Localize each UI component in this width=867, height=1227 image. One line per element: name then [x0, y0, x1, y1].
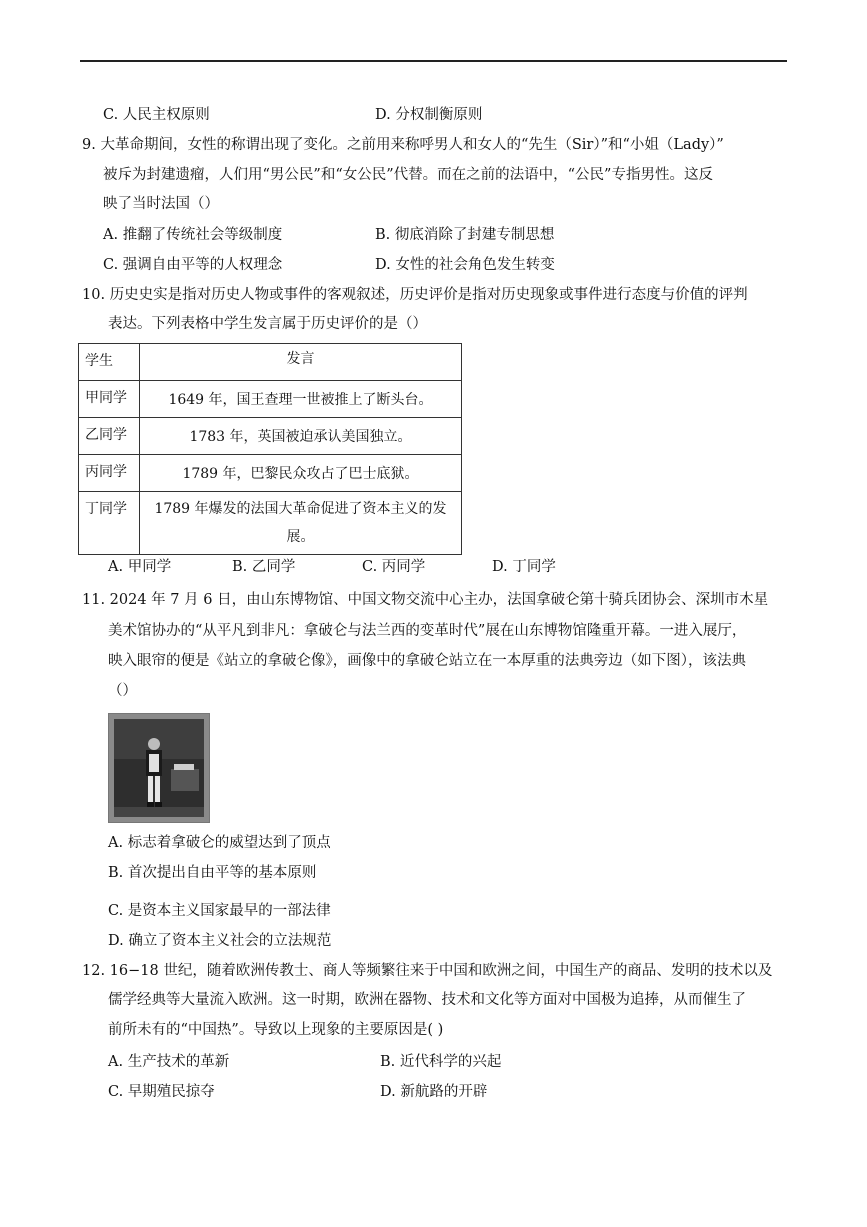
floor	[114, 807, 204, 817]
figure-right-leg	[155, 776, 160, 804]
q12-stem-line-2: 儒学经典等大量流入欧洲。这一时期，欧洲在器物、技术和文化等方面对中国极为追捧，从而催生了	[108, 992, 746, 1008]
q11-stem-line-2: 美术馆协办的“从平凡到非凡：拿破仑与法兰西的变革时代”展在山东博物馆隆重开幕。一进入展厅，	[108, 623, 747, 639]
q8-option-c[interactable]: C. 人民主权原则	[103, 107, 210, 123]
figure-left-leg	[148, 776, 153, 804]
q11-stem-line-1: 11. 2024 年 7 月 6 日，由山东博物馆、中国文物交流中心主办，法国拿破仑第十骑兵团协会、深圳市木星	[82, 592, 769, 608]
q8-option-d[interactable]: D. 分权制衡原则	[375, 107, 483, 123]
q11-option-c[interactable]: C. 是资本主义国家最早的一部法律	[108, 903, 331, 919]
table-cell-speech: 1789 年，巴黎民众攻占了巴士底狱。	[140, 455, 462, 492]
q9-stem-line-2: 被斥为封建遗瘤，人们用“男公民”和“女公民”代替。而在之前的法语中，“公民”专指男性。这反	[103, 167, 713, 183]
q10-option-b[interactable]: B. 乙同学	[232, 559, 296, 575]
table-cell-speech-line-1: 1789 年爆发的法国大革命促进了资本主义的发	[154, 501, 447, 517]
q12-option-a[interactable]: A. 生产技术的革新	[108, 1054, 230, 1070]
table-header-student: 学生	[79, 344, 140, 381]
table-with-code	[171, 769, 199, 791]
header-rule	[80, 60, 787, 62]
q9-stem-line-3: 映了当时法国（）	[103, 196, 219, 212]
q10-stem-line-1: 10. 历史史实是指对历史人物或事件的客观叙述，历史评价是指对历史现象或事件进行态度与价值的评判	[82, 287, 748, 303]
table-row	[79, 492, 462, 555]
table-row	[79, 381, 462, 418]
table-cell-student: 丙同学	[79, 455, 140, 492]
q12-option-c[interactable]: C. 早期殖民掠夺	[108, 1084, 215, 1100]
table-cell-speech: 1649 年，国王查理一世被推上了断头台。	[140, 381, 462, 418]
code-book	[174, 764, 194, 770]
q12-option-d[interactable]: D. 新航路的开辟	[380, 1084, 488, 1100]
table-cell-student: 乙同学	[79, 418, 140, 455]
q11-stem-line-4: （）	[108, 683, 137, 699]
table-row	[79, 455, 462, 492]
q11-option-d[interactable]: D. 确立了资本主义社会的立法规范	[108, 933, 332, 949]
q9-option-b[interactable]: B. 彻底消除了封建专制思想	[375, 227, 555, 243]
q9-option-d[interactable]: D. 女性的社会角色发生转变	[375, 257, 555, 273]
q10-option-c[interactable]: C. 丙同学	[362, 559, 426, 575]
figure-right-boot	[155, 802, 162, 807]
q9-option-c[interactable]: C. 强调自由平等的人权理念	[103, 257, 283, 273]
figure-head	[148, 738, 160, 750]
q10-option-a[interactable]: A. 甲同学	[108, 559, 172, 575]
portrait-graphic	[109, 714, 209, 822]
q10-stem-line-2: 表达。下列表格中学生发言属于历史评价的是（）	[108, 316, 427, 332]
q10-option-d[interactable]: D. 丁同学	[492, 559, 556, 575]
q11-option-a[interactable]: A. 标志着拿破仑的威望达到了顶点	[108, 835, 331, 851]
q11-stem-line-3: 映入眼帘的便是《站立的拿破仑像》，画像中的拿破仑站立在一本厚重的法典旁边（如下图），该法典	[108, 653, 746, 669]
figure-left-boot	[147, 802, 154, 807]
table-cell-speech: 1783 年，英国被迫承认美国独立。	[140, 418, 462, 455]
table-row	[79, 418, 462, 455]
q10-table	[78, 343, 462, 555]
figure-vest	[149, 754, 159, 772]
q12-option-b[interactable]: B. 近代科学的兴起	[380, 1054, 502, 1070]
table-cell-speech-line-2: 展。	[286, 529, 315, 545]
table-cell-student: 丁同学	[79, 492, 140, 555]
table-cell-student: 甲同学	[79, 381, 140, 418]
table-header-row	[79, 344, 462, 381]
q9-option-a[interactable]: A. 推翻了传统社会等级制度	[103, 227, 283, 243]
napoleon-portrait-image	[108, 713, 210, 823]
q12-stem-line-1: 12. 16−18 世纪，随着欧洲传教士、商人等频繁往来于中国和欧洲之间，中国生产的商品、发明的技术以及	[82, 963, 773, 979]
q11-option-b[interactable]: B. 首次提出自由平等的基本原则	[108, 865, 317, 881]
table-header-speech: 发言	[140, 344, 462, 381]
table-cell-speech	[140, 492, 462, 555]
q12-stem-line-3: 前所未有的“中国热”。导致以上现象的主要原因是( )	[108, 1022, 444, 1038]
q9-stem-line-1: 9. 大革命期间，女性的称谓出现了变化。之前用来称呼男人和女人的“先生（Sir）”和“小姐（Lady）”	[82, 137, 724, 153]
